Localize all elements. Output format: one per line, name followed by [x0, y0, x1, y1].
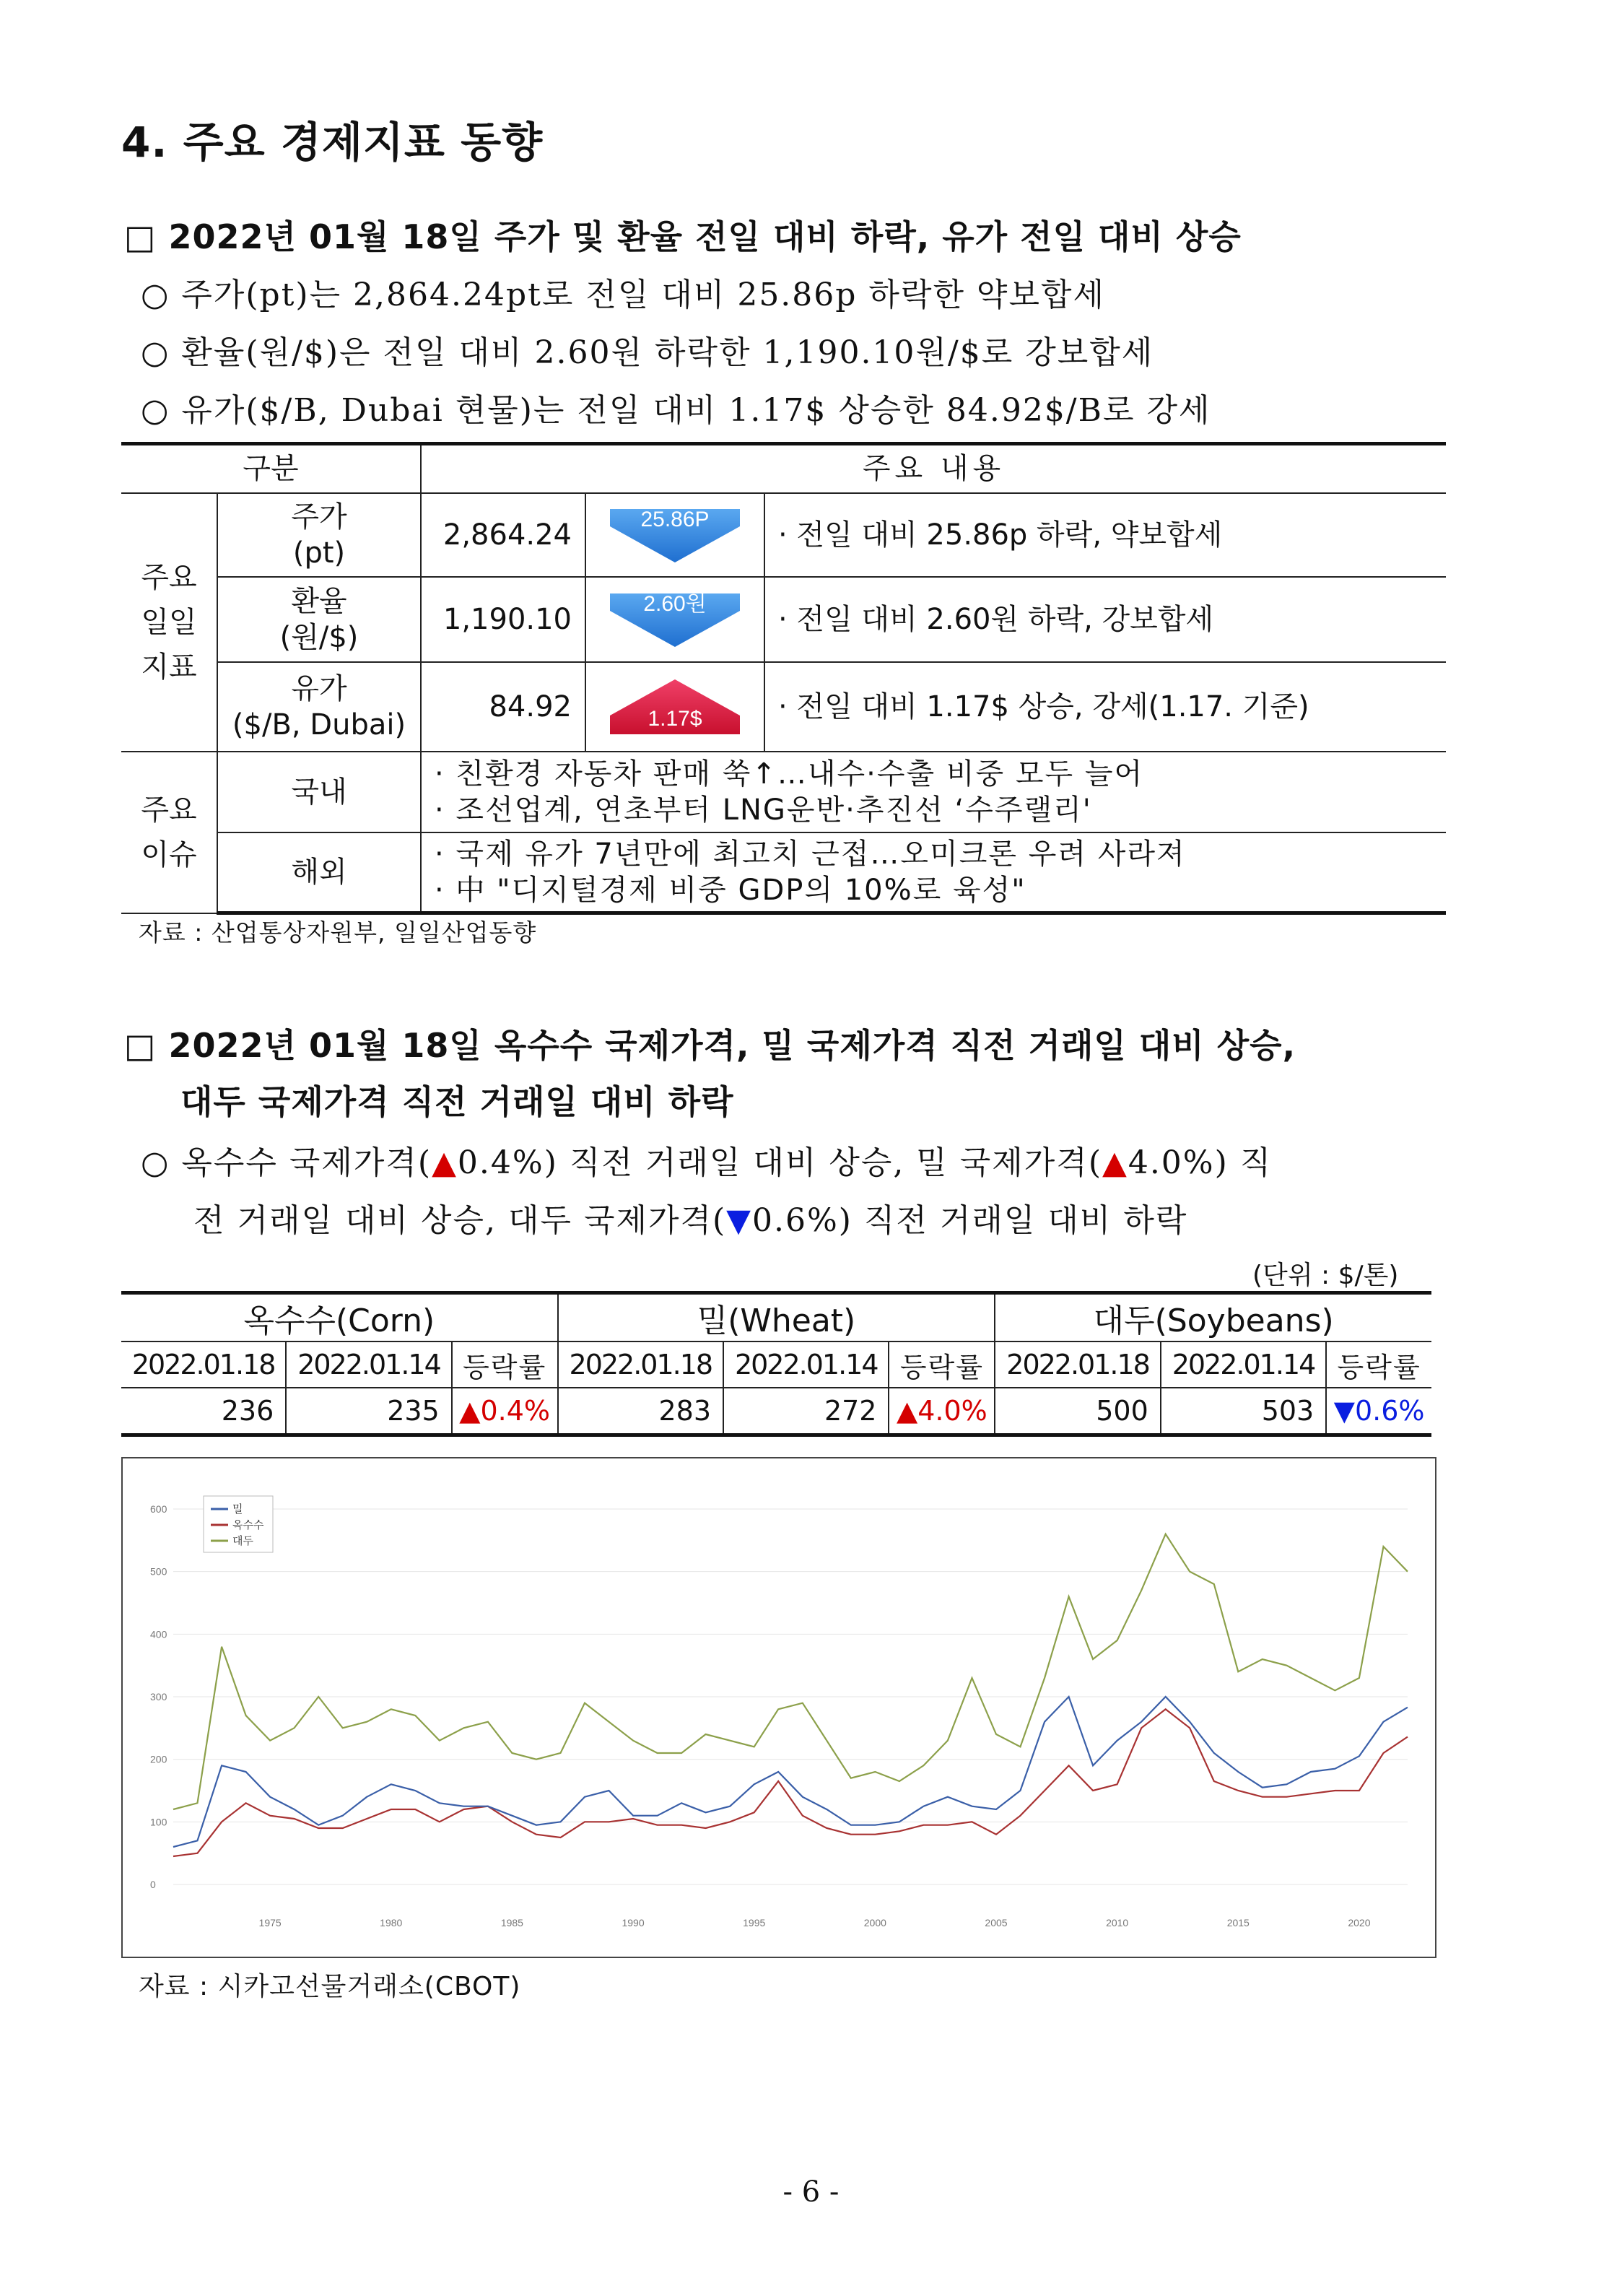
commodity-corn: 옥수수(Corn): [121, 1293, 558, 1342]
indicator-name-fx: 환율 (원/$): [217, 577, 421, 662]
y-tick-label: 0: [150, 1879, 156, 1890]
date-cell: 2022.01.14: [286, 1341, 451, 1388]
down-arrow-icon: [603, 505, 747, 565]
x-tick-label: 2000: [863, 1917, 886, 1928]
section2-bullet-line2: [193, 1194, 1187, 1240]
date-cell: 2022.01.14: [1161, 1341, 1326, 1388]
x-tick-label: 2010: [1106, 1917, 1129, 1928]
section1-bullet-stock: ○ 주가(pt)는 2,864.24pt로 전일 대비 25.86p 하락한 약보합세: [141, 277, 1105, 313]
commodity-wheat: 밀(Wheat): [558, 1293, 995, 1342]
indicator-desc-fx: · 전일 대비 2.60원 하락, 강보합세: [764, 577, 1446, 662]
indicator-change-fx: [585, 577, 764, 662]
indicator-name-stock: 주가 (pt): [217, 493, 421, 577]
text-part: 전 거래일 대비 상승, 대두 국제가격(: [193, 1202, 727, 1239]
indicator-change-stock: [585, 493, 764, 577]
indicator-desc-stock: · 전일 대비 25.86p 하락, 약보합세: [764, 493, 1446, 577]
indicator-change-oil: [585, 662, 764, 752]
issue-name-overseas: 해외: [217, 832, 421, 913]
unit-label: (단위 : $/톤): [1252, 1261, 1399, 1290]
grain-price-table: [121, 1291, 1431, 1437]
up-triangle-icon: ▲: [1102, 1144, 1128, 1181]
up-arrow-icon: [603, 677, 747, 737]
grain-price-chart: [121, 1457, 1436, 1958]
price-cell: 235: [286, 1388, 451, 1435]
y-tick-label: 400: [150, 1628, 167, 1640]
x-tick-label: 2020: [1348, 1917, 1371, 1928]
section1-bullet-oil: ○ 유가($/B, Dubai 현물)는 전일 대비 1.17$ 상승한 84.92$/B로 강세: [141, 392, 1211, 429]
x-tick-label: 1990: [622, 1917, 645, 1928]
y-tick-label: 200: [150, 1753, 167, 1765]
indicator-value-stock: 2,864.24: [421, 493, 585, 577]
series-line-soybeans: [173, 1534, 1408, 1809]
legend-label: 옥수수: [232, 1518, 264, 1531]
price-cell: 503: [1161, 1388, 1326, 1435]
date-cell: 2022.01.18: [995, 1341, 1160, 1388]
indicators-table: [121, 442, 1446, 915]
price-cell: 236: [121, 1388, 286, 1435]
indicator-name-oil: 유가 ($/B, Dubai): [217, 662, 421, 752]
section2-heading-line1: □ 2022년 01월 18일 옥수수 국제가격, 밀 국제가격 직전 거래일 대비 상승,: [124, 1026, 1296, 1065]
text-part: 0.4%) 직전 거래일 대비 상승, 밀 국제가격(: [457, 1144, 1102, 1181]
y-tick-label: 300: [150, 1691, 167, 1703]
page-number: - 6 -: [782, 2175, 840, 2209]
y-tick-label: 100: [150, 1816, 167, 1828]
header-content: 주요 내용: [421, 444, 1446, 493]
x-tick-label: 1975: [258, 1917, 282, 1928]
legend-label: 밀: [232, 1503, 243, 1516]
header-category: 구분: [121, 444, 421, 493]
section2-bullet-line1: [141, 1136, 1272, 1183]
series-line-corn: [173, 1709, 1408, 1856]
rate-cell: ▲0.4%: [452, 1388, 558, 1435]
group-major-issues: 주요 이슈: [121, 752, 217, 913]
issue-lines-domestic: [421, 752, 1446, 832]
x-tick-label: 2015: [1226, 1917, 1250, 1928]
indicator-desc-oil: · 전일 대비 1.17$ 상승, 강세(1.17. 기준): [764, 662, 1446, 752]
chart-source: 자료 : 시카고선물거래소(CBOT): [139, 1972, 521, 2001]
down-triangle-icon: ▼: [726, 1202, 752, 1239]
commodity-soybeans: 대두(Soybeans): [995, 1293, 1431, 1342]
up-triangle-icon: ▲: [432, 1144, 458, 1181]
issue-name-domestic: 국내: [217, 752, 421, 832]
x-tick-label: 2005: [985, 1917, 1008, 1928]
change-label-stock: 25.86P: [640, 507, 710, 531]
x-tick-label: 1980: [380, 1917, 403, 1928]
rate-label: 등락률: [1326, 1341, 1431, 1388]
rate-label: 등락률: [889, 1341, 995, 1388]
text-part: 4.0%) 직: [1128, 1144, 1273, 1181]
section1-bullet-fx: ○ 환율(원/$)은 전일 대비 2.60원 하락한 1,190.10원/$로 강보합세: [141, 334, 1154, 371]
section2-heading-line2: 대두 국제가격 직전 거래일 대비 하락: [180, 1082, 734, 1121]
text-part: ○ 옥수수 국제가격(: [141, 1144, 432, 1181]
rate-label: 등락률: [452, 1341, 558, 1388]
group-daily-indicators: 주요 일일 지표: [121, 493, 217, 752]
series-line-wheat: [173, 1697, 1408, 1847]
date-cell: 2022.01.18: [558, 1341, 723, 1388]
indicator-value-fx: 1,190.10: [421, 577, 585, 662]
change-label-oil: 1.17$: [648, 706, 702, 731]
issue-domestic-line-2: · 조선업계, 연초부터 LNG운반·추진선 ‘수주랠리': [435, 793, 1092, 827]
y-tick-label: 600: [150, 1503, 167, 1515]
text-part: 0.6%) 직전 거래일 대비 하락: [751, 1202, 1188, 1239]
x-tick-label: 1995: [743, 1917, 766, 1928]
section-title: 4. 주요 경제지표 동향: [121, 118, 544, 167]
section1-heading: □ 2022년 01월 18일 주가 및 환율 전일 대비 하락, 유가 전일 대비 상승: [124, 217, 1242, 256]
change-label-fx: 2.60원: [643, 591, 707, 616]
price-cell: 500: [995, 1388, 1160, 1435]
price-cell: 283: [558, 1388, 723, 1435]
date-cell: 2022.01.14: [723, 1341, 889, 1388]
price-cell: 272: [723, 1388, 889, 1435]
rate-cell: ▼0.6%: [1326, 1388, 1431, 1435]
table1-source: 자료 : 산업통상자원부, 일일산업동향: [139, 918, 537, 947]
indicator-value-oil: 84.92: [421, 662, 585, 752]
rate-cell: ▲4.0%: [889, 1388, 995, 1435]
date-cell: 2022.01.18: [121, 1341, 286, 1388]
issue-domestic-line-1: · 친환경 자동차 판매 쑥↑…내수·수출 비중 모두 늘어: [435, 757, 1144, 791]
x-tick-label: 1985: [500, 1917, 523, 1928]
y-tick-label: 500: [150, 1565, 167, 1578]
issue-overseas-line-1: · 국제 유가 7년만에 최고치 근접…오미크론 우려 사라져: [435, 837, 1186, 871]
issue-lines-overseas: [421, 832, 1446, 913]
issue-overseas-line-2: · 中 "디지털경제 비중 GDP의 10%로 육성": [435, 873, 1026, 907]
chart-svg: [123, 1458, 1435, 1957]
legend-label: 대두: [232, 1534, 253, 1547]
down-arrow-icon: [603, 589, 747, 650]
